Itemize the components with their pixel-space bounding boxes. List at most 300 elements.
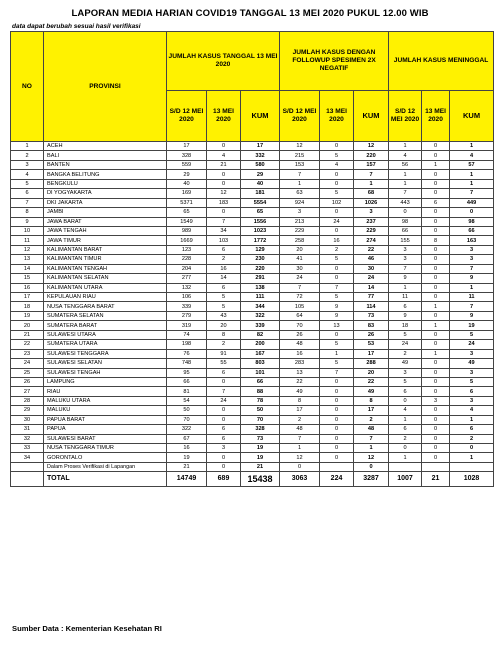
cell-kum: 580 [241, 160, 280, 169]
cell-meninggal-13-mei: 0 [422, 340, 450, 349]
cell-followup-kum: 2 [354, 415, 389, 424]
cell-followup-kum: 12 [354, 453, 389, 462]
cell-followup-kum: 30 [354, 264, 389, 273]
cell-followup-kum: 24 [354, 274, 389, 283]
header-sd-12-mei: S/D 12 MEI 2020 [280, 91, 320, 142]
cell-followup-13-mei: 9 [320, 302, 354, 311]
cell-provinsi: JAWA BARAT [44, 217, 167, 226]
cell-meninggal-sd-12-mei: 24 [389, 340, 422, 349]
cell-meninggal-sd-12-mei: 4 [389, 151, 422, 160]
cell-provinsi: Dalam Proses Verifikasi di Lapangan [44, 462, 167, 471]
table-row [11, 415, 494, 424]
cell-kum: 181 [241, 189, 280, 198]
cell-meninggal-kum: 449 [450, 198, 494, 207]
covid-cases-table [10, 31, 494, 487]
table-row [11, 189, 494, 198]
cell-provinsi: JAMBI [44, 208, 167, 217]
cell-followup-sd-12-mei: 70 [280, 321, 320, 330]
cell-no: 24 [11, 359, 44, 368]
cell-followup-13-mei: 2 [320, 245, 354, 254]
cell-no: 31 [11, 425, 44, 434]
cell-meninggal-13-mei: 0 [422, 453, 450, 462]
cell-meninggal-kum: 9 [450, 274, 494, 283]
cell-sd-12-mei: 322 [167, 425, 207, 434]
total-meninggal-kum: 1028 [450, 472, 494, 487]
cell-13-mei: 6 [207, 425, 241, 434]
cell-meninggal-sd-12-mei: 1 [389, 179, 422, 188]
cell-meninggal-kum: 98 [450, 217, 494, 226]
cell-meninggal-kum: 19 [450, 321, 494, 330]
cell-meninggal-kum: 7 [450, 264, 494, 273]
cell-meninggal-kum: 1 [450, 170, 494, 179]
cell-kum: 19 [241, 444, 280, 453]
cell-meninggal-kum: 2 [450, 434, 494, 443]
cell-13-mei: 2 [207, 340, 241, 349]
cell-kum: 70 [241, 415, 280, 424]
cell-sd-12-mei: 67 [167, 434, 207, 443]
cell-sd-12-mei: 5371 [167, 198, 207, 207]
cell-no: 9 [11, 217, 44, 226]
cell-meninggal-kum: 3 [450, 396, 494, 405]
cell-kum: 291 [241, 274, 280, 283]
cell-kum: 332 [241, 151, 280, 160]
cell-sd-12-mei: 132 [167, 283, 207, 292]
table-row [11, 444, 494, 453]
total-kum: 15438 [241, 472, 280, 487]
cell-sd-12-mei: 50 [167, 406, 207, 415]
cell-followup-sd-12-mei: 63 [280, 189, 320, 198]
table-row [11, 160, 494, 169]
cell-provinsi: BALI [44, 151, 167, 160]
cell-meninggal-sd-12-mei: 11 [389, 293, 422, 302]
cell-13-mei: 7 [207, 217, 241, 226]
cell-meninggal-sd-12-mei: 7 [389, 189, 422, 198]
cell-followup-kum: 7 [354, 170, 389, 179]
cell-meninggal-13-mei: 0 [422, 359, 450, 368]
cell-meninggal-kum: 7 [450, 302, 494, 311]
cell-provinsi: JAWA TIMUR [44, 236, 167, 245]
header-sd-12-mei: S/D 12 MEI 2020 [389, 91, 422, 142]
cell-kum: 101 [241, 368, 280, 377]
cell-followup-13-mei: 5 [320, 293, 354, 302]
table-row [11, 359, 494, 368]
cell-meninggal-kum: 3 [450, 349, 494, 358]
cell-meninggal-sd-12-mei: 1 [389, 142, 422, 151]
cell-followup-kum: 26 [354, 330, 389, 339]
cell-13-mei: 0 [207, 377, 241, 386]
cell-followup-kum: 77 [354, 293, 389, 302]
cell-no: 10 [11, 226, 44, 235]
cell-kum: 167 [241, 349, 280, 358]
cell-no: 15 [11, 274, 44, 283]
cell-no: 18 [11, 302, 44, 311]
cell-meninggal-kum: 4 [450, 406, 494, 415]
cell-meninggal-sd-12-mei: 5 [389, 377, 422, 386]
cell-no: 5 [11, 179, 44, 188]
cell-sd-12-mei: 1549 [167, 217, 207, 226]
cell-meninggal-sd-12-mei: 1 [389, 170, 422, 179]
table-row [11, 245, 494, 254]
cell-meninggal-sd-12-mei: 3 [389, 368, 422, 377]
cell-meninggal-sd-12-mei: 6 [389, 387, 422, 396]
cell-followup-kum: 0 [354, 462, 389, 471]
cell-followup-13-mei [320, 462, 354, 471]
cell-followup-13-mei: 0 [320, 142, 354, 151]
cell-13-mei: 0 [207, 462, 241, 471]
cell-kum: 322 [241, 311, 280, 320]
cell-followup-kum: 274 [354, 236, 389, 245]
cell-13-mei: 55 [207, 359, 241, 368]
table-row [11, 198, 494, 207]
cell-13-mei: 5 [207, 302, 241, 311]
cell-sd-12-mei: 339 [167, 302, 207, 311]
cell-meninggal-13-mei: 0 [422, 226, 450, 235]
cell-provinsi: NUSA TENGGARA TIMUR [44, 444, 167, 453]
cell-followup-13-mei: 16 [320, 236, 354, 245]
cell-meninggal-kum: 3 [450, 368, 494, 377]
cell-kum: 1556 [241, 217, 280, 226]
cell-followup-sd-12-mei: 0 [280, 462, 320, 471]
cell-followup-sd-12-mei: 153 [280, 160, 320, 169]
cell-kum: 19 [241, 453, 280, 462]
cell-meninggal-kum: 0 [450, 444, 494, 453]
cell-meninggal-13-mei: 0 [422, 151, 450, 160]
cell-meninggal-sd-12-mei: 2 [389, 434, 422, 443]
cell-followup-13-mei: 7 [320, 368, 354, 377]
cell-sd-12-mei: 54 [167, 396, 207, 405]
cell-meninggal-13-mei: 1 [422, 321, 450, 330]
table-row [11, 151, 494, 160]
cell-sd-12-mei: 17 [167, 142, 207, 151]
cell-provinsi: DI YOGYAKARTA [44, 189, 167, 198]
cell-followup-sd-12-mei: 213 [280, 217, 320, 226]
cell-provinsi: MALUKU [44, 406, 167, 415]
header-provinsi: PROVINSI [44, 32, 167, 142]
cell-no: 16 [11, 283, 44, 292]
table-row [11, 236, 494, 245]
cell-followup-sd-12-mei: 3 [280, 208, 320, 217]
cell-13-mei: 14 [207, 274, 241, 283]
cell-followup-13-mei: 0 [320, 170, 354, 179]
cell-kum: 230 [241, 255, 280, 264]
cell-meninggal-sd-12-mei: 7 [389, 264, 422, 273]
cell-followup-kum: 17 [354, 349, 389, 358]
table-row [11, 293, 494, 302]
cell-followup-sd-12-mei: 26 [280, 330, 320, 339]
table-row [11, 170, 494, 179]
cell-followup-sd-12-mei: 13 [280, 368, 320, 377]
cell-13-mei: 183 [207, 198, 241, 207]
cell-no: 11 [11, 236, 44, 245]
table-row [11, 349, 494, 358]
cell-followup-sd-12-mei: 2 [280, 415, 320, 424]
cell-sd-12-mei: 95 [167, 368, 207, 377]
header-13-mei: 13 MEI 2020 [320, 91, 354, 142]
cell-meninggal-13-mei: 0 [422, 368, 450, 377]
cell-provinsi: SULAWESI SELATAN [44, 359, 167, 368]
cell-no: 17 [11, 293, 44, 302]
cell-meninggal-13-mei: 0 [422, 311, 450, 320]
cell-followup-sd-12-mei: 258 [280, 236, 320, 245]
cell-13-mei: 0 [207, 415, 241, 424]
cell-sd-12-mei: 21 [167, 462, 207, 471]
cell-13-mei: 7 [207, 387, 241, 396]
cell-no: 8 [11, 208, 44, 217]
report-title: LAPORAN MEDIA HARIAN COVID19 TANGGAL 13 MEI 2020 PUKUL 12.00 WIB [71, 8, 429, 19]
table-row [11, 434, 494, 443]
cell-meninggal-13-mei: 0 [422, 274, 450, 283]
cell-provinsi: NUSA TENGGARA BARAT [44, 302, 167, 311]
cell-sd-12-mei: 40 [167, 179, 207, 188]
cell-provinsi: DKI JAKARTA [44, 198, 167, 207]
cell-followup-kum: 53 [354, 340, 389, 349]
cell-provinsi: BANTEN [44, 160, 167, 169]
cell-meninggal-sd-12-mei [389, 462, 422, 471]
cell-meninggal-kum: 1 [450, 453, 494, 462]
cell-13-mei: 0 [207, 170, 241, 179]
cell-meninggal-13-mei: 0 [422, 387, 450, 396]
cell-meninggal-sd-12-mei: 4 [389, 406, 422, 415]
cell-sd-12-mei: 198 [167, 340, 207, 349]
table-row [11, 425, 494, 434]
table-row [11, 406, 494, 415]
cell-provinsi: GORONTALO [44, 453, 167, 462]
header-followup-negatif: JUMLAH KASUS DENGAN FOLLOWUP SPESIMEN 2X NEGATIF [280, 32, 389, 91]
table-row [11, 217, 494, 226]
cell-meninggal-13-mei: 1 [422, 302, 450, 311]
cell-meninggal-kum: 4 [450, 151, 494, 160]
cell-provinsi: KALIMANTAN TIMUR [44, 255, 167, 264]
cell-sd-12-mei: 559 [167, 160, 207, 169]
cell-kum: 328 [241, 425, 280, 434]
cell-meninggal-13-mei: 8 [422, 236, 450, 245]
cell-followup-sd-12-mei: 64 [280, 311, 320, 320]
cell-provinsi: ACEH [44, 142, 167, 151]
cell-13-mei: 103 [207, 236, 241, 245]
cell-no: 14 [11, 264, 44, 273]
cell-followup-13-mei: 0 [320, 396, 354, 405]
cell-kum: 29 [241, 170, 280, 179]
cell-meninggal-kum: 6 [450, 425, 494, 434]
cell-sd-12-mei: 74 [167, 330, 207, 339]
cell-meninggal-sd-12-mei: 443 [389, 198, 422, 207]
cell-meninggal-sd-12-mei: 0 [389, 396, 422, 405]
cell-sd-12-mei: 169 [167, 189, 207, 198]
cell-no: 20 [11, 321, 44, 330]
cell-followup-13-mei: 0 [320, 208, 354, 217]
cell-meninggal-sd-12-mei: 49 [389, 359, 422, 368]
cell-followup-13-mei: 7 [320, 283, 354, 292]
cell-followup-sd-12-mei: 12 [280, 453, 320, 462]
cell-meninggal-kum: 24 [450, 340, 494, 349]
cell-followup-kum: 83 [354, 321, 389, 330]
header-no: NO [11, 32, 44, 142]
cell-meninggal-kum: 3 [450, 245, 494, 254]
table-row [11, 377, 494, 386]
cell-13-mei: 0 [207, 406, 241, 415]
cell-meninggal-sd-12-mei: 2 [389, 349, 422, 358]
cell-no: 13 [11, 255, 44, 264]
cell-no: 6 [11, 189, 44, 198]
cell-followup-sd-12-mei: 16 [280, 349, 320, 358]
cell-13-mei: 6 [207, 368, 241, 377]
cell-kum: 88 [241, 387, 280, 396]
cell-followup-kum: 73 [354, 311, 389, 320]
cell-meninggal-kum: 66 [450, 226, 494, 235]
cell-followup-kum: 14 [354, 283, 389, 292]
cell-provinsi: SUMATERA UTARA [44, 340, 167, 349]
cell-provinsi: PAPUA [44, 425, 167, 434]
cell-13-mei: 6 [207, 283, 241, 292]
cell-no: 12 [11, 245, 44, 254]
cell-followup-kum: 49 [354, 387, 389, 396]
cell-meninggal-13-mei: 3 [422, 396, 450, 405]
cell-provinsi: RIAU [44, 387, 167, 396]
cell-no: 23 [11, 349, 44, 358]
cell-followup-13-mei: 0 [320, 434, 354, 443]
cell-meninggal-13-mei: 0 [422, 330, 450, 339]
cell-followup-13-mei: 5 [320, 151, 354, 160]
cell-13-mei: 12 [207, 189, 241, 198]
cell-meninggal-13-mei: 0 [422, 425, 450, 434]
cell-followup-kum: 20 [354, 368, 389, 377]
cell-kum: 66 [241, 377, 280, 386]
cell-sd-12-mei: 228 [167, 255, 207, 264]
cell-13-mei: 34 [207, 226, 241, 235]
cell-followup-kum: 220 [354, 151, 389, 160]
cell-meninggal-kum [450, 462, 494, 471]
cell-meninggal-13-mei: 0 [422, 415, 450, 424]
cell-meninggal-kum: 9 [450, 311, 494, 320]
cell-followup-13-mei: 5 [320, 255, 354, 264]
cell-provinsi: KALIMANTAN TENGAH [44, 264, 167, 273]
cell-followup-13-mei: 0 [320, 226, 354, 235]
report-subtitle: data dapat berubah sesuai hasil verifikasi [12, 23, 141, 30]
table-row [11, 142, 494, 151]
cell-meninggal-kum: 49 [450, 359, 494, 368]
cell-13-mei: 3 [207, 444, 241, 453]
cell-meninggal-kum: 1 [450, 283, 494, 292]
cell-followup-sd-12-mei: 215 [280, 151, 320, 160]
cell-followup-sd-12-mei: 48 [280, 425, 320, 434]
cell-no: 2 [11, 151, 44, 160]
total-sd-12-mei: 14749 [167, 472, 207, 487]
cell-no: 25 [11, 368, 44, 377]
cell-no: 7 [11, 198, 44, 207]
cell-meninggal-sd-12-mei: 6 [389, 425, 422, 434]
cell-meninggal-13-mei: 0 [422, 170, 450, 179]
cell-no: 28 [11, 396, 44, 405]
cell-followup-kum: 3 [354, 208, 389, 217]
cell-meninggal-sd-12-mei: 1 [389, 453, 422, 462]
cell-sd-12-mei: 29 [167, 170, 207, 179]
cell-followup-13-mei: 0 [320, 444, 354, 453]
total-meninggal-13-mei: 21 [422, 472, 450, 487]
cell-kum: 17 [241, 142, 280, 151]
cell-sd-12-mei: 65 [167, 208, 207, 217]
total-followup-kum: 3287 [354, 472, 389, 487]
table-row [11, 368, 494, 377]
cell-meninggal-sd-12-mei: 6 [389, 302, 422, 311]
table-row [11, 179, 494, 188]
cell-meninggal-kum: 11 [450, 293, 494, 302]
cell-no: 29 [11, 406, 44, 415]
cell-followup-13-mei: 0 [320, 415, 354, 424]
cell-provinsi: KEPULAUAN RIAU [44, 293, 167, 302]
cell-meninggal-kum: 1 [450, 142, 494, 151]
cell-sd-12-mei: 328 [167, 151, 207, 160]
cell-13-mei: 24 [207, 396, 241, 405]
cell-sd-12-mei: 19 [167, 453, 207, 462]
table-row [11, 208, 494, 217]
cell-no: 26 [11, 377, 44, 386]
cell-meninggal-kum: 1 [450, 179, 494, 188]
cell-no: 1 [11, 142, 44, 151]
cell-provinsi: PAPUA BARAT [44, 415, 167, 424]
total-followup-sd-12-mei: 3063 [280, 472, 320, 487]
cell-meninggal-sd-12-mei: 1 [389, 283, 422, 292]
cell-followup-13-mei: 5 [320, 340, 354, 349]
cell-kum: 21 [241, 462, 280, 471]
cell-followup-13-mei: 0 [320, 274, 354, 283]
cell-no [11, 462, 44, 471]
cell-followup-13-mei: 0 [320, 330, 354, 339]
cell-followup-kum: 288 [354, 359, 389, 368]
cell-followup-sd-12-mei: 49 [280, 387, 320, 396]
cell-meninggal-13-mei: 0 [422, 434, 450, 443]
cell-followup-sd-12-mei: 48 [280, 340, 320, 349]
cell-followup-kum: 7 [354, 434, 389, 443]
cell-followup-sd-12-mei: 72 [280, 293, 320, 302]
cell-followup-sd-12-mei: 24 [280, 274, 320, 283]
cell-meninggal-13-mei: 0 [422, 255, 450, 264]
cell-kum: 803 [241, 359, 280, 368]
cell-13-mei: 16 [207, 264, 241, 273]
total-provinsi: TOTAL [44, 472, 167, 487]
cell-meninggal-13-mei: 0 [422, 189, 450, 198]
cell-meninggal-sd-12-mei: 9 [389, 274, 422, 283]
cell-no: 22 [11, 340, 44, 349]
cell-followup-kum: 114 [354, 302, 389, 311]
cell-no: 19 [11, 311, 44, 320]
cell-13-mei: 0 [207, 453, 241, 462]
cell-followup-sd-12-mei: 20 [280, 245, 320, 254]
cell-followup-sd-12-mei: 7 [280, 170, 320, 179]
cell-followup-kum: 237 [354, 217, 389, 226]
cell-followup-sd-12-mei: 41 [280, 255, 320, 264]
cell-meninggal-13-mei: 0 [422, 208, 450, 217]
cell-meninggal-13-mei: 0 [422, 142, 450, 151]
cell-meninggal-sd-12-mei: 66 [389, 226, 422, 235]
table-row [11, 340, 494, 349]
cell-provinsi: BANGKA BELITUNG [44, 170, 167, 179]
cell-meninggal-13-mei: 0 [422, 444, 450, 453]
cell-meninggal-13-mei: 0 [422, 245, 450, 254]
cell-followup-kum: 22 [354, 377, 389, 386]
cell-meninggal-13-mei: 0 [422, 293, 450, 302]
cell-kum: 50 [241, 406, 280, 415]
cell-followup-kum: 8 [354, 396, 389, 405]
cell-provinsi: JAWA TENGAH [44, 226, 167, 235]
cell-provinsi: SULAWESI BARAT [44, 434, 167, 443]
cell-followup-kum: 1 [354, 444, 389, 453]
cell-provinsi: LAMPUNG [44, 377, 167, 386]
cell-followup-kum: 22 [354, 245, 389, 254]
cell-followup-13-mei: 102 [320, 198, 354, 207]
cell-followup-13-mei: 5 [320, 189, 354, 198]
cell-followup-kum: 17 [354, 406, 389, 415]
table-row [11, 255, 494, 264]
